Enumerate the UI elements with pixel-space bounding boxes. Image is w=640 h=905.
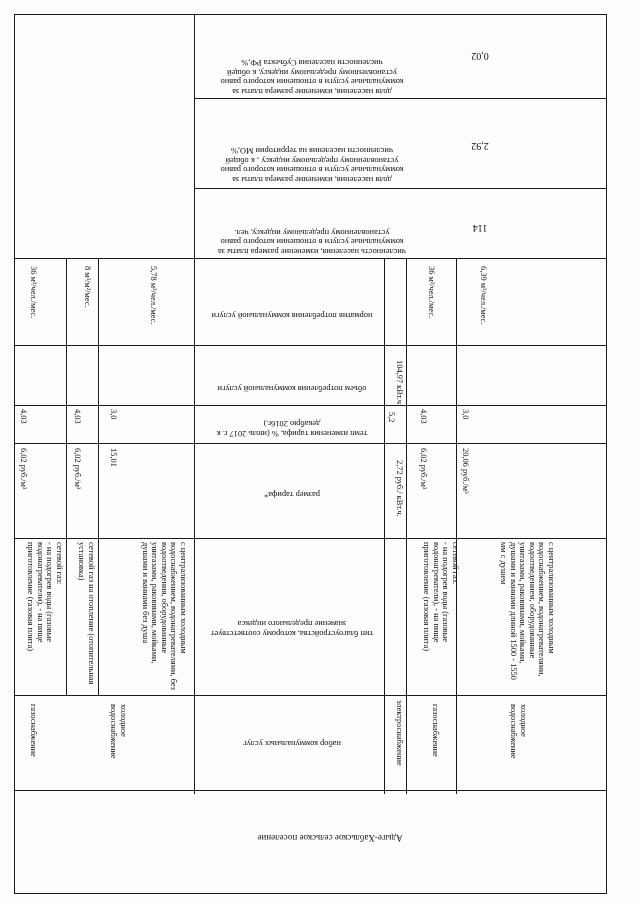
bottom-water-rate: 3,0 [461, 409, 470, 420]
share-mo-value: 2,92 [471, 140, 489, 151]
top-water-service: холодное водоснабжение [109, 704, 128, 759]
population-value: 114 [472, 222, 488, 233]
top-water-norm: 5,78 м³/чел./мес. [149, 266, 158, 325]
population-header: численность населения, изменение размера платы за коммунальные услуги в отношении которого равно установленному предельному индексу, чел. [218, 227, 406, 256]
rule-share-1 [194, 98, 607, 99]
bottom-gas-service: газоснабжение [431, 704, 440, 757]
volume-header: объем потребления коммунальной услуги [217, 384, 367, 393]
rule-row-3 [14, 405, 607, 406]
top-gas-service: газоснабжение [29, 704, 38, 757]
bottom-elec-rate: 5,2 [387, 412, 396, 423]
bottom-water-tariff: 20,06 руб./м³ [461, 448, 470, 494]
top-gas-tariff: 6,02 руб./м³ [19, 448, 28, 490]
share-subject-value: 0,02 [471, 50, 489, 61]
bottom-water-service: холодное водоснабжение [509, 704, 528, 759]
share-subject-header: доля населения, изменение размера платы за коммунальные услуги в отношении которого равно установленному предельному индексу, к общей численности населения Субъекта РФ,% [220, 58, 404, 96]
bottom-water-type: с централизованным холодным водоснабжением, водонагревателями, водоотведением, оборудованные унитазами, раковинами, мойками, душами и ваннами длиной 1500 - 1550 мм с душем [499, 542, 556, 680]
norm-header: норматив потребления коммунальной услуги [211, 311, 373, 320]
share-mo-header: доля населения, изменение размера платы за коммунальные услуги в отношении которого равно установленному предельному индексу , к общей численности населения на территории МО,% [220, 146, 404, 184]
bottom-elec-volume: 104,97 кВт.ч. [395, 360, 404, 407]
bottom-elec-tariff: 2,72 руб./ кВт.ч. [395, 460, 404, 517]
table-border-left [14, 14, 15, 894]
rule-row-7 [14, 790, 607, 791]
type-header: тип благоустройства, которому соответствует значение предельного индекса [210, 619, 374, 638]
top-heat-type: сетевой газ на отопление (отопительная установка) [77, 542, 96, 685]
bottom-gas-tariff: 6,02 руб./м³ [419, 448, 428, 490]
rate-header: темп изменения тарифа, % (июль 2017 г. к декабрю 2016г.) [216, 419, 368, 438]
rule-col-f [456, 258, 457, 794]
top-water-rate: 3,0 [109, 409, 118, 420]
services-header: набор коммунальных услуг [243, 739, 341, 748]
rule-share-2 [194, 188, 607, 189]
top-heat-tariff: 6,02 руб./м³ [73, 448, 82, 490]
rule-col-b [98, 258, 99, 696]
municipality-label: Адыге-Хабльское сельское поселение [257, 833, 403, 843]
top-gas-norm: 36 м³/чел./мес. [29, 266, 38, 319]
bottom-elec-service: электроснабжение [395, 700, 404, 766]
bottom-gas-norm: 36 м³/чел./мес. [427, 266, 436, 319]
top-heat-norm: 8 м³/м²/мес. [83, 266, 92, 308]
rule-row-4 [14, 443, 607, 444]
rule-row-5 [14, 538, 607, 539]
top-water-tariff: 15,01 [109, 448, 118, 467]
table-border-right [606, 14, 607, 894]
top-heat-rate: 4,03 [73, 409, 82, 424]
rule-col-e [406, 258, 407, 794]
bottom-water-norm: 6,39 м³/чел./мес. [479, 266, 488, 325]
rule-row-6 [14, 695, 607, 696]
tariff-header: размер тарифа* [264, 490, 320, 499]
top-gas-type: сетевой газ: - на подогрев воды (газовые водонагреватели), - на пище приготовление (газовая плита) [26, 542, 64, 652]
rule-col-c [194, 14, 195, 794]
bottom-gas-rate: 4,03 [419, 409, 428, 424]
table-border-bottom [14, 893, 607, 894]
rule-row-1 [14, 258, 607, 259]
rule-row-2 [14, 345, 607, 346]
top-water-type: с централизованным холодным водоснабжением, водонагревателями, без водоотведения, оборудованные унитазами, раковинами, мойками, душами и ваннами без душа [140, 542, 188, 690]
bottom-gas-type: сетевой газ: - на подогрев воды (газовые водонагреватели), - на пище приготовление (газовая плита) [422, 542, 460, 652]
table-border-top [14, 14, 607, 15]
top-gas-rate: 4,03 [19, 409, 28, 424]
